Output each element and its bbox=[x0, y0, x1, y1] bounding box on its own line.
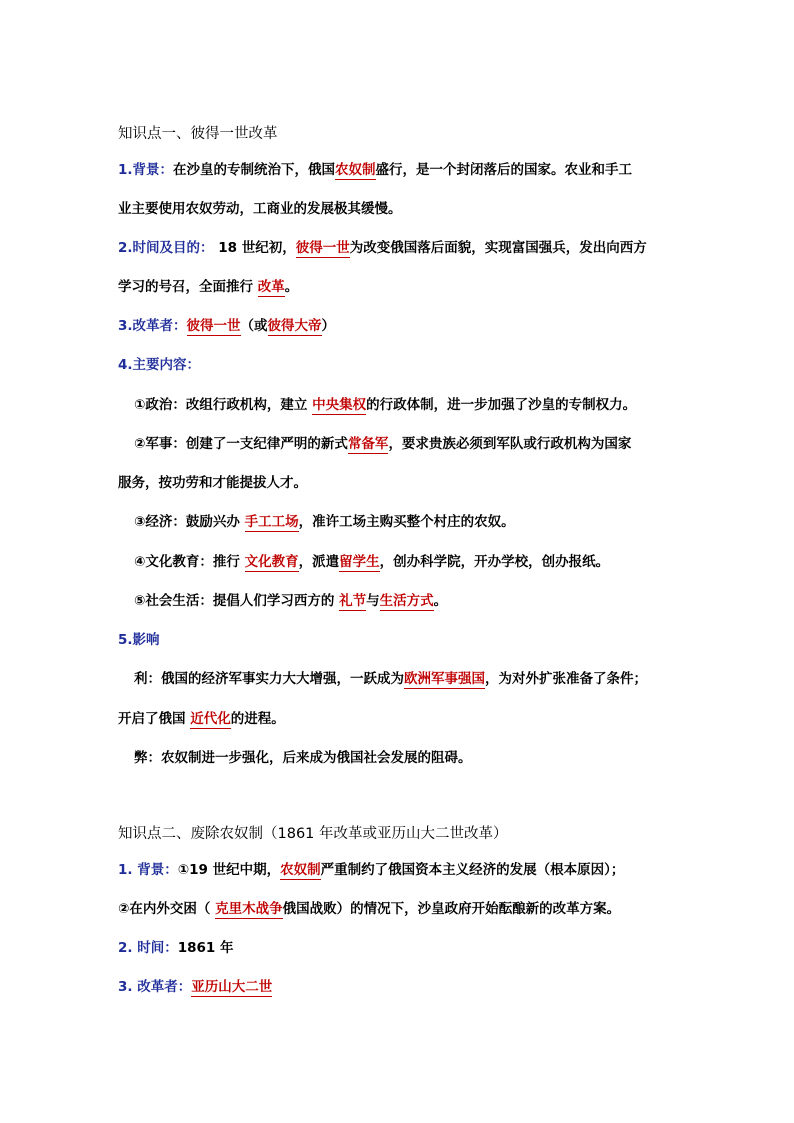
text: ，为对外扩张准备了条件； bbox=[485, 671, 647, 687]
text: 俄国战败）的情况下，沙皇政府开始酝酿新的改革方案。 bbox=[282, 901, 621, 917]
text: 盛行，是一个封闭落后的国家。农业和手工 bbox=[375, 162, 633, 178]
keyword-serfdom: 农奴制 bbox=[335, 162, 376, 178]
text: ，创办科学院，开办学校，创办报纸。 bbox=[379, 554, 610, 570]
content-politics bbox=[134, 395, 636, 415]
impact-con: 弊：农奴制进一步强化，后来成为俄国社会发展的阻碍。 bbox=[134, 750, 472, 766]
impact-heading bbox=[118, 630, 160, 650]
keyword-crimean-war: 克里木战争 bbox=[215, 901, 283, 917]
section-title-2: 知识点二、废除农奴制（1861 年改革或亚历山大二世改革） bbox=[118, 826, 508, 842]
text: 的行政体制，进一步加强了沙皇的专制权力。 bbox=[366, 397, 637, 413]
text: 与 bbox=[366, 593, 380, 609]
keyword-students: 留学生 bbox=[339, 554, 380, 570]
keyword-peter: 彼得一世 bbox=[186, 318, 241, 334]
impact-label: 5.影响 bbox=[118, 632, 160, 648]
text: ③经济：鼓励兴办 bbox=[134, 514, 245, 530]
s2-background-line-2 bbox=[118, 899, 620, 919]
background-paragraph-line-2: 业主要使用农奴劳动，工商业的发展极其缓慢。 bbox=[118, 201, 402, 217]
content-military-line-2: 服务，按功劳和才能提拔人才。 bbox=[118, 475, 307, 491]
text: ，准许工场主购买整个村庄的农奴。 bbox=[298, 514, 515, 530]
text: （或 bbox=[240, 318, 268, 334]
text: 在沙皇的专制统治下，俄国 bbox=[173, 162, 336, 178]
s2-time-line bbox=[118, 938, 234, 958]
background-label: 1.背景： bbox=[118, 162, 174, 178]
s2-time-label: 2. 时间： bbox=[118, 940, 178, 956]
text: ⑤社会生活：提倡人们学习西方的 bbox=[134, 593, 340, 609]
s2-background-label: 1. 背景： bbox=[118, 862, 178, 878]
text: 利：俄国的经济军事实力大大增强，一跃成为 bbox=[134, 671, 404, 687]
text: 18 世纪初， bbox=[213, 240, 296, 256]
keyword-standing-army: 常备军 bbox=[347, 436, 389, 452]
text: ④文化教育：推行 bbox=[134, 554, 245, 570]
text: ②军事：创建了一支纪律严明的新式 bbox=[134, 436, 348, 452]
time-purpose-line-2 bbox=[118, 277, 298, 297]
content-label: 4.主要内容： bbox=[118, 357, 201, 373]
keyword-peter: 彼得一世 bbox=[295, 240, 350, 256]
keyword-workshop: 手工工场 bbox=[244, 514, 299, 530]
keyword-education: 文化教育 bbox=[244, 554, 299, 570]
keyword-military-power: 欧洲军事强国 bbox=[404, 671, 485, 687]
text: 。 bbox=[433, 593, 448, 609]
time-purpose-label: 2.时间及目的： bbox=[118, 240, 214, 256]
keyword-centralization: 中央集权 bbox=[312, 397, 367, 413]
reformer-label: 3.改革者： bbox=[118, 318, 187, 334]
s2-reformer-line bbox=[118, 977, 272, 997]
content-military-line-1 bbox=[134, 434, 631, 454]
keyword-serfdom: 农奴制 bbox=[280, 862, 321, 878]
impact-pro-line-1 bbox=[134, 669, 647, 689]
keyword-peter-great: 彼得大帝 bbox=[267, 318, 322, 334]
text: ①政治：改组行政机构，建立 bbox=[134, 397, 313, 413]
text: 严重制约了俄国资本主义经济的发展（根本原因）； bbox=[320, 862, 625, 878]
keyword-etiquette: 礼节 bbox=[339, 593, 367, 609]
time-purpose-line-1 bbox=[118, 238, 647, 258]
content-economy bbox=[134, 512, 515, 532]
section-title-1: 知识点一、彼得一世改革 bbox=[118, 126, 278, 142]
content-culture bbox=[134, 552, 609, 572]
text: ） bbox=[321, 318, 336, 334]
text: ，派遣 bbox=[298, 554, 340, 570]
text: ，要求贵族必须到军队或行政机构为国家 bbox=[388, 436, 632, 452]
content-social bbox=[134, 591, 447, 611]
text: 1861 年 bbox=[177, 940, 234, 956]
text: 学习的号召，全面推行 bbox=[118, 279, 258, 295]
text: 开启了俄国 bbox=[118, 711, 191, 727]
keyword-modernization: 近代化 bbox=[190, 711, 231, 727]
keyword-lifestyle: 生活方式 bbox=[379, 593, 434, 609]
text: 。 bbox=[284, 279, 299, 295]
reformer-line bbox=[118, 316, 335, 336]
text: ②在内外交困（ bbox=[118, 901, 216, 917]
s2-background-line-1 bbox=[118, 860, 624, 880]
text: ①19 世纪中期， bbox=[177, 862, 281, 878]
keyword-reform: 改革 bbox=[257, 279, 285, 295]
s2-reformer-label: 3. 改革者： bbox=[118, 979, 192, 995]
background-paragraph-line-1 bbox=[118, 160, 632, 180]
impact-pro-line-2 bbox=[118, 709, 285, 729]
content-heading bbox=[118, 355, 200, 375]
text: 的进程。 bbox=[230, 711, 285, 727]
keyword-alexander-ii: 亚历山大二世 bbox=[191, 979, 273, 995]
text: 为改变俄国落后面貌，实现富国强兵，发出向西方 bbox=[349, 240, 647, 256]
